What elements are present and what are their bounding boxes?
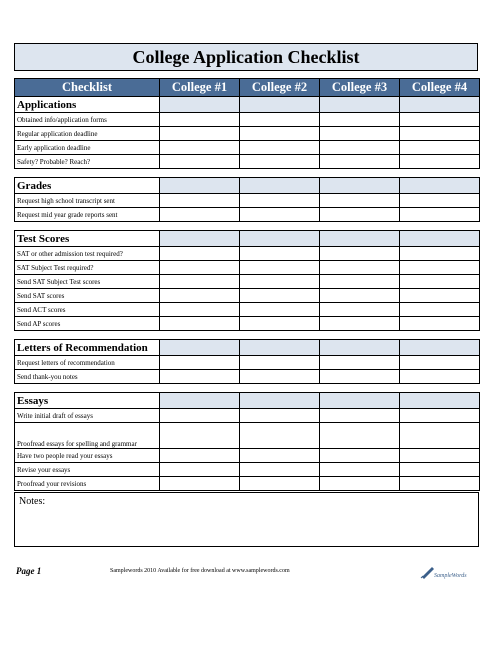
header-college-2: College #2 [240,79,320,97]
checklist-row [15,247,480,261]
spacer-cell [320,384,400,393]
checklist-item-label: SAT or other admission test required? [15,247,160,261]
checklist-item-label: Send SAT Subject Test scores [15,275,160,289]
college-2-cell[interactable] [240,303,320,317]
checklist-row [15,370,480,384]
section-title: Grades [15,178,160,194]
college-4-cell[interactable] [400,141,480,155]
college-1-cell[interactable] [160,289,240,303]
college-1-cell[interactable] [160,127,240,141]
spacer-cell [15,169,160,178]
college-1-cell[interactable] [160,208,240,222]
college-1-cell[interactable] [160,275,240,289]
spacer-cell [15,331,160,340]
college-3-cell[interactable] [320,127,400,141]
checklist-item-label: Request letters of recommendation [15,356,160,370]
checklist-item-label: Revise your essays [15,463,160,477]
header-row [15,79,480,97]
spacer-cell [240,331,320,340]
college-2-cell[interactable] [240,463,320,477]
college-4-cell[interactable] [400,127,480,141]
college-2-cell[interactable] [240,208,320,222]
checklist-item-label: Send ACT scores [15,303,160,317]
spacer-cell [160,222,240,231]
spacer-cell [320,169,400,178]
checklist-item-label: Request high school transcript sent [15,194,160,208]
college-2-cell[interactable] [240,370,320,384]
section-header-cell [400,97,480,113]
college-1-cell[interactable] [160,356,240,370]
college-1-cell[interactable] [160,261,240,275]
college-1-cell[interactable] [160,449,240,463]
college-4-cell[interactable] [400,463,480,477]
spacer-cell [400,331,480,340]
spacer-cell [240,384,320,393]
section-header-cell [240,97,320,113]
section-header-cell [320,393,400,409]
checklist-item-label: Safety? Probable? Reach? [15,155,160,169]
section-header-cell [400,178,480,194]
college-3-cell[interactable] [320,261,400,275]
college-4-cell[interactable] [400,275,480,289]
section-header-cell [400,231,480,247]
college-4-cell[interactable] [400,409,480,423]
college-1-cell[interactable] [160,247,240,261]
checklist-row [15,127,480,141]
samplewords-logo [420,565,480,583]
college-3-cell[interactable] [320,303,400,317]
college-2-cell[interactable] [240,247,320,261]
college-4-cell[interactable] [400,208,480,222]
college-2-cell[interactable] [240,356,320,370]
college-1-cell[interactable] [160,141,240,155]
section-spacer [15,169,480,178]
college-2-cell[interactable] [240,155,320,169]
checklist-row [15,113,480,127]
college-3-cell[interactable] [320,275,400,289]
college-3-cell[interactable] [320,317,400,331]
college-2-cell[interactable] [240,127,320,141]
college-3-cell[interactable] [320,247,400,261]
checklist-row [15,356,480,370]
college-1-cell[interactable] [160,477,240,491]
section-header-cell [320,340,400,356]
page-title: College Application Checklist [14,43,478,71]
college-2-cell[interactable] [240,141,320,155]
college-2-cell[interactable] [240,275,320,289]
checklist-row [15,423,480,449]
college-1-cell[interactable] [160,409,240,423]
section-title: Test Scores [15,231,160,247]
checklist-item-label: Obtained info/application forms [15,113,160,127]
checklist-item-label: Send SAT scores [15,289,160,303]
section-spacer [15,222,480,231]
college-1-cell[interactable] [160,463,240,477]
college-3-cell[interactable] [320,449,400,463]
college-3-cell[interactable] [320,208,400,222]
college-2-cell[interactable] [240,409,320,423]
spacer-cell [240,169,320,178]
college-4-cell[interactable] [400,247,480,261]
section-header-row [15,178,480,194]
checklist-row [15,317,480,331]
checklist-item-label: Proofread your revisions [15,477,160,491]
college-4-cell[interactable] [400,370,480,384]
college-1-cell[interactable] [160,423,240,449]
checklist-row [15,261,480,275]
section-header-cell [160,97,240,113]
checklist-item-label: Write initial draft of essays [15,409,160,423]
spacer-cell [320,331,400,340]
header-college-4: College #4 [400,79,480,97]
checklist-row [15,141,480,155]
college-3-cell[interactable] [320,289,400,303]
footer-page-number: Page 1 [16,566,42,576]
section-header-cell [240,340,320,356]
checklist-row [15,275,480,289]
college-3-cell[interactable] [320,113,400,127]
checklist-item-label: Send thank-you notes [15,370,160,384]
section-header-cell [160,178,240,194]
college-4-cell[interactable] [400,449,480,463]
checklist-row [15,477,480,491]
section-header-row [15,97,480,113]
spacer-cell [400,222,480,231]
section-header-cell [320,231,400,247]
college-4-cell[interactable] [400,194,480,208]
spacer-cell [320,222,400,231]
section-title: Applications [15,97,160,113]
section-header-cell [240,393,320,409]
college-2-cell[interactable] [240,261,320,275]
college-1-cell[interactable] [160,317,240,331]
college-4-cell[interactable] [400,113,480,127]
checklist-row [15,289,480,303]
college-2-cell[interactable] [240,423,320,449]
section-header-row [15,393,480,409]
section-spacer [15,331,480,340]
logo-text: SampleWords [434,573,467,579]
notes-box[interactable] [14,492,479,547]
checklist-row [15,194,480,208]
checklist-row [15,155,480,169]
section-header-cell [240,178,320,194]
section-header-row [15,340,480,356]
checklist-row [15,208,480,222]
checklist-item-label: Proofread essays for spelling and grammar [15,423,160,449]
spacer-cell [400,169,480,178]
spacer-cell [160,384,240,393]
header-college-3: College #3 [320,79,400,97]
section-spacer [15,384,480,393]
college-1-cell[interactable] [160,155,240,169]
header-college-1: College #1 [160,79,240,97]
college-3-cell[interactable] [320,194,400,208]
college-2-cell[interactable] [240,449,320,463]
section-header-cell [240,231,320,247]
spacer-cell [15,222,160,231]
college-3-cell[interactable] [320,356,400,370]
college-4-cell[interactable] [400,423,480,449]
college-3-cell[interactable] [320,409,400,423]
college-2-cell[interactable] [240,477,320,491]
spacer-cell [160,331,240,340]
college-2-cell[interactable] [240,317,320,331]
college-1-cell[interactable] [160,370,240,384]
college-4-cell[interactable] [400,261,480,275]
checklist-row [15,463,480,477]
college-2-cell[interactable] [240,289,320,303]
college-2-cell[interactable] [240,113,320,127]
college-1-cell[interactable] [160,113,240,127]
spacer-cell [240,222,320,231]
section-header-cell [160,340,240,356]
college-3-cell[interactable] [320,477,400,491]
spacer-cell [160,169,240,178]
checklist-row [15,303,480,317]
checklist-body [15,97,480,491]
checklist-item-label: Have two people read your essays [15,449,160,463]
section-header-cell [400,340,480,356]
footer-credit: Samplewords 2010 Available for free download at www.samplewords.com [110,568,290,574]
section-header-cell [160,231,240,247]
spacer-cell [400,384,480,393]
college-4-cell[interactable] [400,477,480,491]
checklist-item-label: Send AP scores [15,317,160,331]
checklist-item-label: Regular application deadline [15,127,160,141]
section-header-cell [160,393,240,409]
college-1-cell[interactable] [160,303,240,317]
college-3-cell[interactable] [320,141,400,155]
college-3-cell[interactable] [320,463,400,477]
college-4-cell[interactable] [400,303,480,317]
college-1-cell[interactable] [160,194,240,208]
spacer-cell [15,384,160,393]
section-header-row [15,231,480,247]
section-header-cell [320,97,400,113]
section-header-cell [320,178,400,194]
checklist-table [14,78,480,491]
checklist-item-label: Request mid year grade reports sent [15,208,160,222]
checklist-item-label: SAT Subject Test required? [15,261,160,275]
header-checklist: Checklist [15,79,160,97]
college-4-cell[interactable] [400,289,480,303]
section-title: Letters of Recommendation [15,340,160,356]
college-3-cell[interactable] [320,370,400,384]
college-3-cell[interactable] [320,423,400,449]
college-4-cell[interactable] [400,317,480,331]
checklist-row [15,449,480,463]
college-4-cell[interactable] [400,155,480,169]
checklist-item-label: Early application deadline [15,141,160,155]
notes-label: Notes: [19,496,46,507]
college-3-cell[interactable] [320,155,400,169]
college-4-cell[interactable] [400,356,480,370]
section-title: Essays [15,393,160,409]
college-2-cell[interactable] [240,194,320,208]
checklist-row [15,409,480,423]
section-header-cell [400,393,480,409]
